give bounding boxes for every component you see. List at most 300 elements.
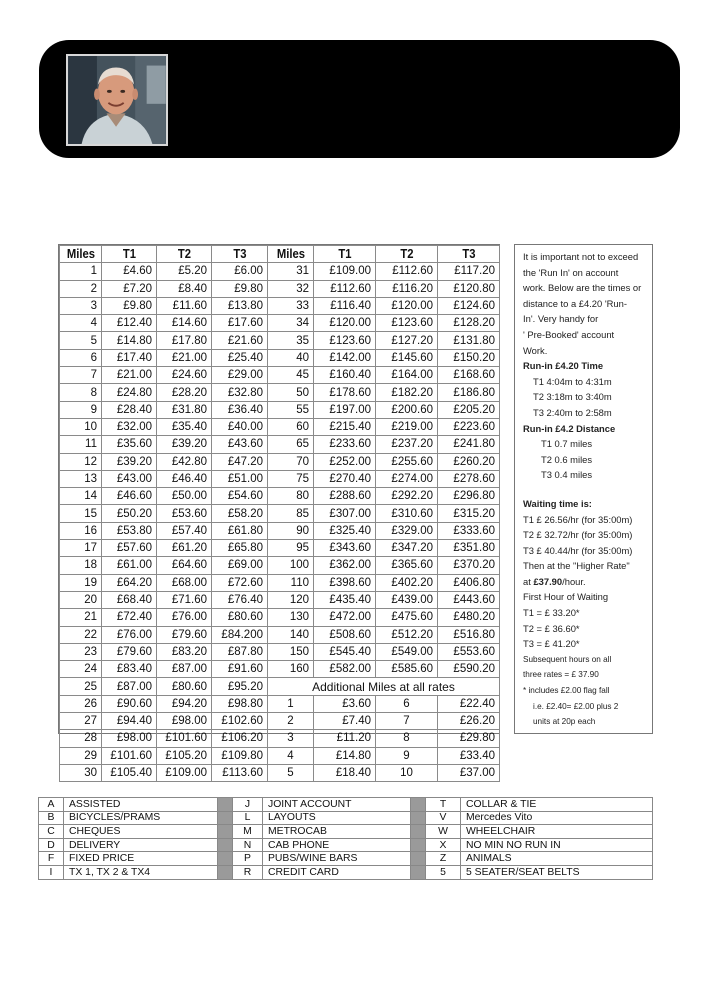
- legend-separator: [411, 811, 426, 825]
- fare-row: [60, 626, 500, 643]
- fare-cell: £549.00: [376, 643, 438, 660]
- fare-cell: £480.20: [438, 609, 500, 626]
- fare-table: [59, 245, 500, 782]
- fare-cell: £315.20: [438, 505, 500, 522]
- fare-row: [60, 643, 500, 660]
- fare-cell: £109.00: [314, 263, 376, 280]
- legend-separator: [411, 838, 426, 852]
- miles-cell: 30: [60, 764, 102, 781]
- miles-cell: 2: [60, 280, 102, 297]
- fare-row: [60, 695, 500, 712]
- fare-cell: £29.00: [212, 367, 268, 384]
- fare-row: [60, 367, 500, 384]
- fare-cell: £117.20: [438, 263, 500, 280]
- fare-cell: £76.00: [157, 609, 212, 626]
- fare-cell: £398.60: [314, 574, 376, 591]
- fare-cell: £116.40: [314, 297, 376, 314]
- fare-cell: £50.20: [102, 505, 157, 522]
- fare-cell: £178.60: [314, 384, 376, 401]
- fare-cell: £128.20: [438, 315, 500, 332]
- waiting-rate-item: T2 £ 32.72/hr (for 35:00m): [523, 529, 633, 541]
- fare-cell: £553.60: [438, 643, 500, 660]
- driver-photo: [66, 54, 168, 146]
- legend-description: LAYOUTS: [263, 811, 411, 825]
- miles-cell: 14: [60, 488, 102, 505]
- fare-cell: £123.60: [314, 332, 376, 349]
- fare-cell: £61.00: [102, 557, 157, 574]
- fare-cell: £7.20: [102, 280, 157, 297]
- fare-cell: £325.40: [314, 522, 376, 539]
- fare-cell: £150.20: [438, 349, 500, 366]
- fare-cell: £145.60: [376, 349, 438, 366]
- fare-cell: £252.00: [314, 453, 376, 470]
- fare-cell: £21.00: [102, 367, 157, 384]
- fare-cell: £508.60: [314, 626, 376, 643]
- fare-row: [60, 436, 500, 453]
- fare-cell: £28.20: [157, 384, 212, 401]
- legend-description: COLLAR & TIE: [461, 798, 653, 812]
- legend-code: D: [39, 838, 64, 852]
- notes-intro-line: the 'Run In' on account: [523, 266, 619, 278]
- miles-cell: 23: [60, 643, 102, 660]
- miles-cell: 130: [268, 609, 314, 626]
- miles-cell: 27: [60, 713, 102, 730]
- notes-intro: [523, 249, 646, 358]
- additional-fare-cell: £7.40: [314, 713, 376, 730]
- fare-cell: £54.60: [212, 488, 268, 505]
- miles-cell: 90: [268, 522, 314, 539]
- fare-row: [60, 332, 500, 349]
- fare-row: [60, 540, 500, 557]
- fare-cell: £439.00: [376, 591, 438, 608]
- fare-cell: £72.40: [102, 609, 157, 626]
- fare-cell: £124.60: [438, 297, 500, 314]
- fare-cell: £14.60: [157, 315, 212, 332]
- fare-cell: £35.60: [102, 436, 157, 453]
- fare-cell: £11.60: [157, 297, 212, 314]
- additional-fare-cell: £18.40: [314, 764, 376, 781]
- additional-miles-cell: 1: [268, 695, 314, 712]
- fare-cell: £123.60: [376, 315, 438, 332]
- miles-cell: 29: [60, 747, 102, 764]
- fare-cell: £14.80: [102, 332, 157, 349]
- fare-cell: £274.00: [376, 470, 438, 487]
- fare-cell: £296.80: [438, 488, 500, 505]
- fare-cell: £24.80: [102, 384, 157, 401]
- legend-separator: [411, 798, 426, 812]
- fare-cell: £83.40: [102, 661, 157, 678]
- miles-cell: 35: [268, 332, 314, 349]
- legend-row: [39, 865, 653, 879]
- higher-rate-line-1: Then at the "Higher Rate": [523, 560, 630, 572]
- fare-cell: £233.60: [314, 436, 376, 453]
- fare-cell: £28.40: [102, 401, 157, 418]
- miles-cell: 24: [60, 661, 102, 678]
- fare-cell: £53.60: [157, 505, 212, 522]
- fare-cell: £94.40: [102, 713, 157, 730]
- fare-cell: £101.60: [157, 730, 212, 747]
- legend-code: T: [426, 798, 461, 812]
- fare-cell: £58.20: [212, 505, 268, 522]
- fare-cell: £76.00: [102, 626, 157, 643]
- miles-cell: 6: [60, 349, 102, 366]
- fare-cell: £120.00: [376, 297, 438, 314]
- fare-cell: £21.60: [212, 332, 268, 349]
- run-in-distance-item: T1 0.7 miles: [541, 438, 593, 450]
- run-in-notes-panel: [514, 244, 653, 734]
- fare-cell: £17.80: [157, 332, 212, 349]
- fare-row: [60, 678, 500, 695]
- additional-fare-cell: £14.80: [314, 747, 376, 764]
- fare-cell: £6.00: [212, 263, 268, 280]
- additional-fare-cell: £22.40: [438, 695, 500, 712]
- miles-cell: 20: [60, 591, 102, 608]
- fare-cell: £50.00: [157, 488, 212, 505]
- notes-intro-line: It is important not to exceed: [523, 251, 639, 262]
- run-in-distance-item: T2 0.6 miles: [541, 453, 593, 465]
- legend-description: JOINT ACCOUNT: [263, 798, 411, 812]
- fare-cell: £329.00: [376, 522, 438, 539]
- fare-cell: £205.20: [438, 401, 500, 418]
- fare-cell: £61.80: [212, 522, 268, 539]
- fare-cell: £79.60: [102, 643, 157, 660]
- column-header: T2: [159, 246, 209, 263]
- fare-cell: £186.80: [438, 384, 500, 401]
- legend-description: METROCAB: [263, 825, 411, 839]
- run-in-time-item: T2 3:18m to 3:40m: [533, 391, 612, 403]
- miles-cell: 1: [60, 263, 102, 280]
- fare-cell: £98.00: [102, 730, 157, 747]
- subsequent-hours-line-1: Subsequent hours on all: [523, 654, 612, 664]
- fare-cell: £109.00: [157, 764, 212, 781]
- miles-cell: 65: [268, 436, 314, 453]
- legend-code: X: [426, 838, 461, 852]
- miles-cell: 17: [60, 540, 102, 557]
- fare-cell: £127.20: [376, 332, 438, 349]
- fare-row: [60, 453, 500, 470]
- fare-cell: £57.60: [102, 540, 157, 557]
- fare-cell: £40.00: [212, 418, 268, 435]
- legend-code: L: [233, 811, 263, 825]
- fare-cell: £120.80: [438, 280, 500, 297]
- notes-intro-line: work. Below are the times or: [523, 282, 642, 294]
- fare-cell: £17.60: [212, 315, 268, 332]
- legend-code: 5: [426, 865, 461, 879]
- miles-cell: 32: [268, 280, 314, 297]
- legend-description: ANIMALS: [461, 852, 653, 866]
- column-header: T1: [317, 246, 373, 263]
- legend-code: R: [233, 865, 263, 879]
- fare-cell: £87.80: [212, 643, 268, 660]
- legend-separator: [218, 825, 233, 839]
- fare-cell: £8.40: [157, 280, 212, 297]
- fare-cell: £32.80: [212, 384, 268, 401]
- miles-cell: 75: [268, 470, 314, 487]
- miles-cell: 5: [60, 332, 102, 349]
- fare-row: [60, 609, 500, 626]
- fare-table-header: [60, 246, 500, 263]
- legend-code: J: [233, 798, 263, 812]
- legend-description: WHEELCHAIR: [461, 825, 653, 839]
- fare-row: [60, 488, 500, 505]
- fare-cell: £5.20: [157, 263, 212, 280]
- miles-cell: 10: [60, 418, 102, 435]
- fare-cell: £13.80: [212, 297, 268, 314]
- legend-description: 5 SEATER/SEAT BELTS: [461, 865, 653, 879]
- legend-row: [39, 811, 653, 825]
- fare-cell: £288.60: [314, 488, 376, 505]
- miles-cell: 7: [60, 367, 102, 384]
- fare-cell: £351.80: [438, 540, 500, 557]
- legend-code: P: [233, 852, 263, 866]
- legend-code: W: [426, 825, 461, 839]
- fare-cell: £87.00: [102, 678, 157, 695]
- legend-separator: [218, 838, 233, 852]
- fare-cell: £68.00: [157, 574, 212, 591]
- additional-fare-cell: £3.60: [314, 695, 376, 712]
- fare-cell: £237.20: [376, 436, 438, 453]
- fare-cell: £39.20: [102, 453, 157, 470]
- legend-code: Z: [426, 852, 461, 866]
- miles-cell: 60: [268, 418, 314, 435]
- notes-intro-line: Work.: [523, 344, 548, 356]
- fare-cell: £98.80: [212, 695, 268, 712]
- additional-miles-cell: 6: [376, 695, 438, 712]
- additional-fare-cell: £37.00: [438, 764, 500, 781]
- footnote-line-3: units at 20p each: [533, 717, 596, 727]
- additional-fare-cell: £29.80: [438, 730, 500, 747]
- fare-cell: £46.60: [102, 488, 157, 505]
- fare-cell: £270.40: [314, 470, 376, 487]
- miles-cell: 80: [268, 488, 314, 505]
- notes-intro-line: ' Pre-Booked' account: [523, 328, 615, 340]
- waiting-rates-list: [523, 512, 646, 559]
- run-in-distance-title: Run-in £4.2 Distance: [523, 422, 616, 434]
- fare-cell: £160.40: [314, 367, 376, 384]
- legend-code: M: [233, 825, 263, 839]
- miles-cell: 4: [60, 315, 102, 332]
- fare-cell: £106.20: [212, 730, 268, 747]
- fare-row: [60, 418, 500, 435]
- column-header: T1: [104, 246, 154, 263]
- legend-separator: [218, 811, 233, 825]
- legend-code: B: [39, 811, 64, 825]
- fare-cell: £9.80: [212, 280, 268, 297]
- legend-row: [39, 838, 653, 852]
- miles-cell: 25: [60, 678, 102, 695]
- fare-cell: £200.60: [376, 401, 438, 418]
- higher-rate-line-2: [523, 574, 646, 590]
- legend-description: Mercedes Vito: [461, 811, 653, 825]
- fare-cell: £12.40: [102, 315, 157, 332]
- first-hour-rate-item: T1 = £ 33.20*: [523, 607, 580, 619]
- fare-table-body: [60, 263, 500, 782]
- fare-cell: £197.00: [314, 401, 376, 418]
- legend-separator: [411, 852, 426, 866]
- additional-miles-cell: 8: [376, 730, 438, 747]
- fare-row: [60, 470, 500, 487]
- fare-row: [60, 730, 500, 747]
- miles-cell: 3: [60, 297, 102, 314]
- fare-cell: £241.80: [438, 436, 500, 453]
- fare-cell: £79.60: [157, 626, 212, 643]
- fare-row: [60, 315, 500, 332]
- fare-cell: £370.20: [438, 557, 500, 574]
- legend-description: TX 1, TX 2 & TX4: [64, 865, 218, 879]
- fare-row: [60, 297, 500, 314]
- fare-cell: £168.60: [438, 367, 500, 384]
- fare-cell: £80.60: [157, 678, 212, 695]
- fare-row: [60, 591, 500, 608]
- column-header: T3: [214, 246, 264, 263]
- fare-cell: £164.00: [376, 367, 438, 384]
- driver-portrait-icon: [68, 56, 166, 144]
- fare-cell: £102.60: [212, 713, 268, 730]
- fare-cell: £402.20: [376, 574, 438, 591]
- fare-cell: £64.60: [157, 557, 212, 574]
- fare-cell: £53.80: [102, 522, 157, 539]
- miles-cell: 21: [60, 609, 102, 626]
- miles-cell: 12: [60, 453, 102, 470]
- fare-cell: £17.40: [102, 349, 157, 366]
- fare-cell: £475.60: [376, 609, 438, 626]
- fare-cell: £443.60: [438, 591, 500, 608]
- legend-separator: [411, 825, 426, 839]
- legend-row: [39, 798, 653, 812]
- footnote-line-1: * includes £2.00 flag fall: [523, 686, 610, 696]
- fare-cell: £255.60: [376, 453, 438, 470]
- miles-cell: 15: [60, 505, 102, 522]
- fare-cell: £76.40: [212, 591, 268, 608]
- fare-cell: £109.80: [212, 747, 268, 764]
- fare-cell: £585.60: [376, 661, 438, 678]
- miles-cell: 70: [268, 453, 314, 470]
- fare-cell: £590.20: [438, 661, 500, 678]
- legend-code: F: [39, 852, 64, 866]
- code-legend-container: [38, 797, 652, 878]
- fare-cell: £307.00: [314, 505, 376, 522]
- legend-description: FIXED PRICE: [64, 852, 218, 866]
- fare-cell: £90.60: [102, 695, 157, 712]
- fare-cell: £9.80: [102, 297, 157, 314]
- additional-fare-cell: £33.40: [438, 747, 500, 764]
- fare-cell: £219.00: [376, 418, 438, 435]
- legend-description: NO MIN NO RUN IN: [461, 838, 653, 852]
- fare-row: [60, 263, 500, 280]
- fare-cell: £61.20: [157, 540, 212, 557]
- fare-cell: £365.60: [376, 557, 438, 574]
- run-in-time-list: [523, 374, 646, 421]
- fare-cell: £120.00: [314, 315, 376, 332]
- additional-miles-cell: 9: [376, 747, 438, 764]
- legend-code: N: [233, 838, 263, 852]
- legend-code: A: [39, 798, 64, 812]
- additional-miles-cell: 3: [268, 730, 314, 747]
- fare-cell: £43.00: [102, 470, 157, 487]
- fare-cell: £68.40: [102, 591, 157, 608]
- additional-miles-cell: 7: [376, 713, 438, 730]
- fare-row: [60, 764, 500, 781]
- miles-cell: 8: [60, 384, 102, 401]
- additional-miles-cell: 10: [376, 764, 438, 781]
- legend-description: CAB PHONE: [263, 838, 411, 852]
- fare-cell: £112.60: [314, 280, 376, 297]
- fare-cell: £113.60: [212, 764, 268, 781]
- legend-code: I: [39, 865, 64, 879]
- fare-cell: £80.60: [212, 609, 268, 626]
- fare-cell: £72.60: [212, 574, 268, 591]
- legend-separator: [411, 865, 426, 879]
- first-hour-rates-list: [523, 605, 646, 652]
- miles-cell: 95: [268, 540, 314, 557]
- miles-cell: 9: [60, 401, 102, 418]
- fare-cell: £142.00: [314, 349, 376, 366]
- fare-cell: £260.20: [438, 453, 500, 470]
- run-in-time-item: T1 4:04m to 4:31m: [533, 375, 612, 387]
- miles-cell: 40: [268, 349, 314, 366]
- fare-cell: £116.20: [376, 280, 438, 297]
- fare-cell: £36.40: [212, 401, 268, 418]
- run-in-distance-list: [523, 436, 646, 483]
- legend-code: C: [39, 825, 64, 839]
- fare-cell: £98.00: [157, 713, 212, 730]
- fare-cell: £582.00: [314, 661, 376, 678]
- waiting-rate-item: T3 £ 40.44/hr (for 35:00m): [523, 544, 633, 556]
- legend-description: PUBS/WINE BARS: [263, 852, 411, 866]
- fare-cell: £31.80: [157, 401, 212, 418]
- fare-row: [60, 505, 500, 522]
- fare-row: [60, 574, 500, 591]
- legend-separator: [218, 852, 233, 866]
- fare-row: [60, 747, 500, 764]
- miles-cell: 140: [268, 626, 314, 643]
- fare-cell: £223.60: [438, 418, 500, 435]
- fare-cell: £71.60: [157, 591, 212, 608]
- miles-cell: 55: [268, 401, 314, 418]
- fare-cell: £333.60: [438, 522, 500, 539]
- fare-row: [60, 401, 500, 418]
- column-header: Miles: [270, 246, 311, 263]
- fare-cell: £91.60: [212, 661, 268, 678]
- fare-cell: £545.40: [314, 643, 376, 660]
- miles-cell: 13: [60, 470, 102, 487]
- fare-cell: £64.20: [102, 574, 157, 591]
- legend-row: [39, 852, 653, 866]
- code-legend-body: [39, 798, 653, 880]
- fare-cell: £94.20: [157, 695, 212, 712]
- miles-cell: 18: [60, 557, 102, 574]
- fare-cell: £215.40: [314, 418, 376, 435]
- fare-row: [60, 713, 500, 730]
- column-header: T3: [441, 246, 497, 263]
- miles-cell: 110: [268, 574, 314, 591]
- additional-fare-cell: £11.20: [314, 730, 376, 747]
- fare-cell: £83.20: [157, 643, 212, 660]
- miles-cell: 100: [268, 557, 314, 574]
- fare-cell: £131.80: [438, 332, 500, 349]
- legend-description: CHEQUES: [64, 825, 218, 839]
- fare-cell: £43.60: [212, 436, 268, 453]
- higher-rate-prefix: at: [523, 575, 534, 587]
- fare-row: [60, 384, 500, 401]
- first-hour-rate-item: T2 = £ 36.60*: [523, 622, 580, 634]
- fare-cell: £21.00: [157, 349, 212, 366]
- higher-rate-value: £37.90: [533, 575, 563, 587]
- fare-cell: £105.40: [102, 764, 157, 781]
- fare-cell: £362.00: [314, 557, 376, 574]
- fare-row: [60, 661, 500, 678]
- waiting-rate-item: T1 £ 26.56/hr (for 35:00m): [523, 513, 633, 525]
